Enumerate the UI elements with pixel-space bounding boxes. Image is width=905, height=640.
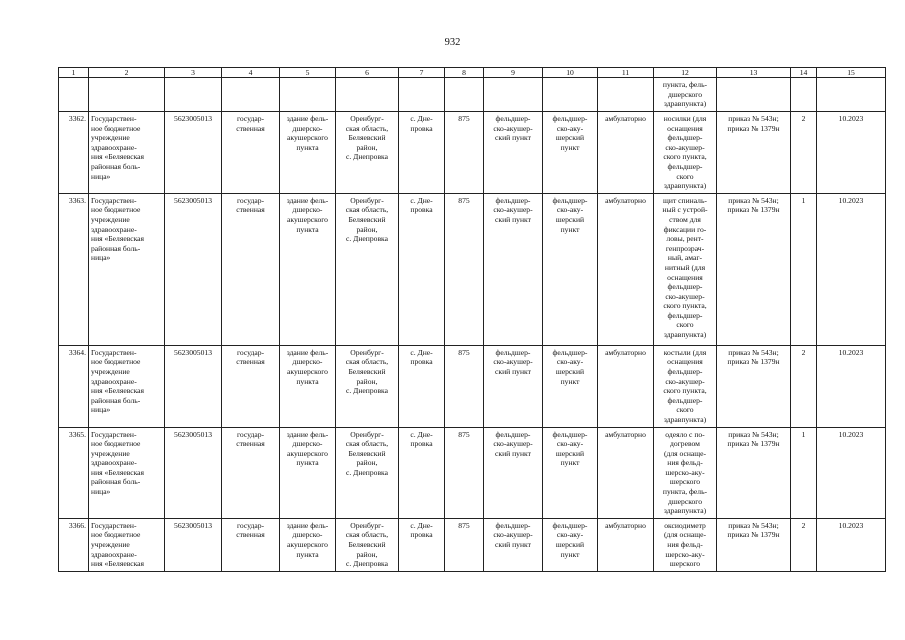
unit-type-cell: фельдшер- ско-акушер- ский пункт <box>484 427 543 518</box>
unit-type-cell: фельдшер- ско-акушер- ский пункт <box>484 193 543 345</box>
table-row <box>59 112 886 194</box>
building-cell: здание фель- дшерско- акушерского пункта <box>280 427 336 518</box>
date-cell: 10.2023 <box>817 112 886 194</box>
column-header: 11 <box>598 68 654 78</box>
locality-cell: с. Дне- провка <box>399 427 445 518</box>
ownership-cell: государ- ственная <box>222 112 280 194</box>
continuation-row <box>59 78 886 112</box>
unit-short-cell: фельдшер- ско-аку- шерский пункт <box>543 427 598 518</box>
row-number: 3365. <box>59 427 89 518</box>
date-cell: 10.2023 <box>817 518 886 571</box>
locality-cell: с. Дне- провка <box>399 112 445 194</box>
building-cell: здание фель- дшерско- акушерского пункта <box>280 193 336 345</box>
row-number: 3362. <box>59 112 89 194</box>
date-cell: 10.2023 <box>817 345 886 427</box>
ownership-cell: государ- ственная <box>222 427 280 518</box>
date-cell: 10.2023 <box>817 193 886 345</box>
organization-cell: Государствен- ное бюджетное учреждение здравоохране- ния «Беляевская районная боль- ница» <box>89 193 165 345</box>
address-cell: Оренбург- ская область, Беляевский район, с. Днепровка <box>336 193 399 345</box>
inn-cell: 5623005013 <box>165 112 222 194</box>
table-row <box>59 427 886 518</box>
organization-cell: Государствен- ное бюджетное учреждение здравоохране- ния «Беляевская районная боль- ница» <box>89 112 165 194</box>
registry-table <box>58 67 886 572</box>
order-cell: приказ № 543н; приказ № 1379н <box>717 112 791 194</box>
column-header: 4 <box>222 68 280 78</box>
care-form-cell: амбулаторно <box>598 518 654 571</box>
unit-type-cell: фельдшер- ско-акушер- ский пункт <box>484 518 543 571</box>
order-cell: приказ № 543н; приказ № 1379н <box>717 345 791 427</box>
inn-cell: 5623005013 <box>165 193 222 345</box>
ownership-cell: государ- ственная <box>222 345 280 427</box>
equipment-cell: костыли (для оснащения фельдшер- ско-акушер- ского пункта, фельдшер- ского здравпункта) <box>654 345 717 427</box>
unit-short-cell: фельдшер- ско-аку- шерский пункт <box>543 345 598 427</box>
column-header: 9 <box>484 68 543 78</box>
equipment-cell: одеяло с по- догревом (для оснаще- ния фельд- шерско-аку- шерского пункта, фель- дшерского здравпункта) <box>654 427 717 518</box>
inn-cell: 5623005013 <box>165 518 222 571</box>
row-number: 3364. <box>59 345 89 427</box>
page-number: 932 <box>444 37 461 48</box>
address-cell: Оренбург- ская область, Беляевский район, с. Днепровка <box>336 112 399 194</box>
inn-cell: 5623005013 <box>165 427 222 518</box>
building-cell: здание фель- дшерско- акушерского пункта <box>280 112 336 194</box>
column-number-row <box>59 68 886 78</box>
ownership-cell: государ- ственная <box>222 518 280 571</box>
column-header: 7 <box>399 68 445 78</box>
column-header: 3 <box>165 68 222 78</box>
locality-cell: с. Дне- провка <box>399 518 445 571</box>
code-cell: 875 <box>445 193 484 345</box>
column-header: 5 <box>280 68 336 78</box>
table-row <box>59 518 886 571</box>
column-header: 13 <box>717 68 791 78</box>
column-header: 1 <box>59 68 89 78</box>
column-header: 14 <box>791 68 817 78</box>
column-header: 2 <box>89 68 165 78</box>
table-row <box>59 193 886 345</box>
inn-cell: 5623005013 <box>165 345 222 427</box>
equipment-cell: пункта, фель- дшерского здравпункта) <box>654 78 717 112</box>
quantity-cell: 2 <box>791 112 817 194</box>
quantity-cell: 1 <box>791 193 817 345</box>
unit-short-cell: фельдшер- ско-аку- шерский пункт <box>543 193 598 345</box>
column-header: 12 <box>654 68 717 78</box>
ownership-cell: государ- ственная <box>222 193 280 345</box>
unit-short-cell: фельдшер- ско-аку- шерский пункт <box>543 112 598 194</box>
building-cell: здание фель- дшерско- акушерского пункта <box>280 345 336 427</box>
address-cell: Оренбург- ская область, Беляевский район, с. Днепровка <box>336 345 399 427</box>
code-cell: 875 <box>445 427 484 518</box>
care-form-cell: амбулаторно <box>598 345 654 427</box>
locality-cell: с. Дне- провка <box>399 345 445 427</box>
organization-cell: Государствен- ное бюджетное учреждение здравоохране- ния «Беляевская <box>89 518 165 571</box>
quantity-cell: 1 <box>791 427 817 518</box>
code-cell: 875 <box>445 112 484 194</box>
equipment-cell: щит спиналь- ный с устрой- ством для фиксации го- ловы, рент- генпрозрач- ный, амаг- нитный (для оснащения фельдшер- ско-акушер- ского пункта, фельдшер- ского здравпункта) <box>654 193 717 345</box>
building-cell: здание фель- дшерско- акушерского пункта <box>280 518 336 571</box>
care-form-cell: амбулаторно <box>598 112 654 194</box>
care-form-cell: амбулаторно <box>598 193 654 345</box>
order-cell: приказ № 543н; приказ № 1379н <box>717 193 791 345</box>
organization-cell: Государствен- ное бюджетное учреждение здравоохране- ния «Беляевская районная боль- ница» <box>89 427 165 518</box>
order-cell: приказ № 543н; приказ № 1379н <box>717 427 791 518</box>
locality-cell: с. Дне- провка <box>399 193 445 345</box>
address-cell: Оренбург- ская область, Беляевский район, с. Днепровка <box>336 518 399 571</box>
row-number: 3363. <box>59 193 89 345</box>
order-cell: приказ № 543н; приказ № 1379н <box>717 518 791 571</box>
quantity-cell: 2 <box>791 518 817 571</box>
unit-type-cell: фельдшер- ско-акушер- ский пункт <box>484 112 543 194</box>
code-cell: 875 <box>445 518 484 571</box>
quantity-cell: 2 <box>791 345 817 427</box>
column-header: 6 <box>336 68 399 78</box>
unit-short-cell: фельдшер- ско-аку- шерский пункт <box>543 518 598 571</box>
equipment-cell: носилки (для оснащения фельдшер- ско-акушер- ского пункта, фельдшер- ского здравпункта) <box>654 112 717 194</box>
column-header: 10 <box>543 68 598 78</box>
date-cell: 10.2023 <box>817 427 886 518</box>
column-header: 8 <box>445 68 484 78</box>
row-number: 3366. <box>59 518 89 571</box>
address-cell: Оренбург- ская область, Беляевский район, с. Днепровка <box>336 427 399 518</box>
table-row <box>59 345 886 427</box>
unit-type-cell: фельдшер- ско-акушер- ский пункт <box>484 345 543 427</box>
care-form-cell: амбулаторно <box>598 427 654 518</box>
organization-cell: Государствен- ное бюджетное учреждение здравоохране- ния «Беляевская районная боль- ница» <box>89 345 165 427</box>
column-header: 15 <box>817 68 886 78</box>
code-cell: 875 <box>445 345 484 427</box>
equipment-cell: оксиодиметр (для оснаще- ния фельд- шерско-аку- шерского <box>654 518 717 571</box>
